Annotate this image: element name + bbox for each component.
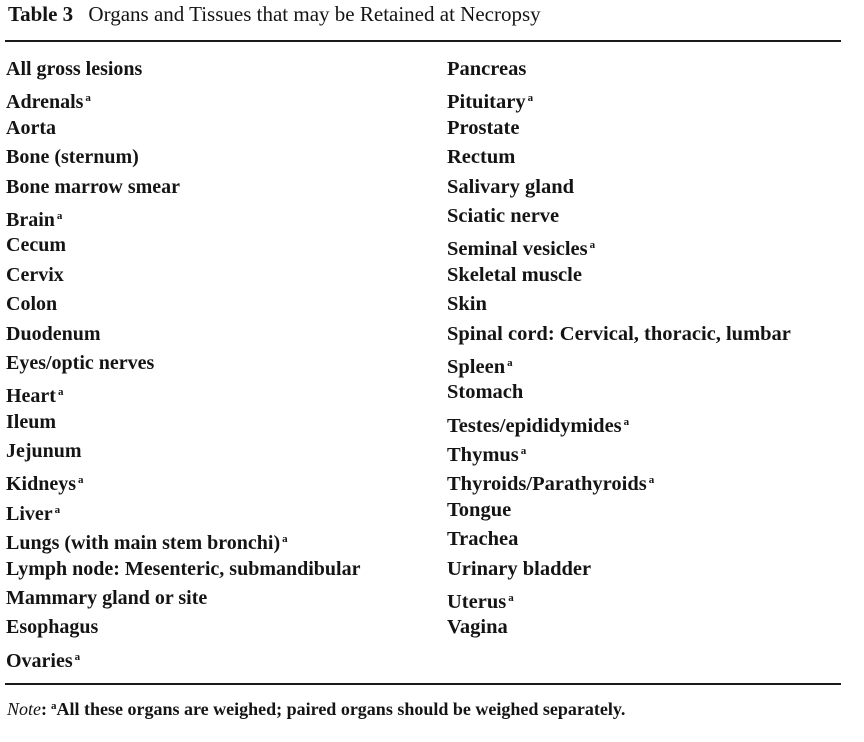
organ-list-item: [6, 261, 360, 290]
organ-name: Kidneys: [6, 473, 77, 496]
weighed-footnote-mark: a: [507, 356, 513, 369]
organ-list-item: [447, 525, 791, 554]
organ-list-item: [6, 202, 360, 231]
organ-name: Uterus: [447, 591, 507, 614]
organ-name: Skin: [447, 293, 487, 316]
organ-list-item: [447, 143, 791, 172]
organ-name: Rectum: [447, 146, 516, 169]
organ-name: Bone marrow smear: [6, 175, 181, 198]
organ-list-item: [447, 466, 791, 495]
organ-list-item: [6, 613, 360, 642]
organ-list-item: [447, 231, 791, 260]
weighed-footnote-mark: a: [648, 474, 655, 487]
organ-name: Ileum: [6, 410, 56, 433]
organ-list-item: [447, 378, 791, 407]
organ-list-item: [6, 349, 360, 378]
organ-name: Lymph node: Mesenteric, submandibular: [6, 557, 361, 580]
organ-list-item: [6, 55, 360, 84]
organ-list-item: [6, 584, 360, 613]
organ-name: Bone (sternum): [6, 146, 139, 169]
organ-list-item: [6, 408, 360, 437]
organ-list-item: [6, 437, 360, 466]
table-caption: [8, 2, 541, 27]
weighed-footnote-mark: a: [56, 209, 63, 222]
organ-name: Seminal vesicles: [447, 238, 588, 261]
organ-name: Colon: [6, 293, 58, 316]
organ-name: Stomach: [447, 381, 524, 404]
organ-name: Ovaries: [6, 649, 73, 672]
organ-name: Pancreas: [447, 58, 527, 80]
organ-list-item: [6, 555, 360, 584]
weighed-footnote-mark: a: [527, 92, 534, 105]
table-label: Table 3: [8, 2, 74, 26]
organ-list-item: [447, 437, 791, 466]
organ-name: Spinal cord: Cervical, thoracic, lumbar: [447, 322, 791, 345]
organ-list-item: [447, 584, 791, 613]
organ-list-item: [6, 320, 360, 349]
organ-list-item: [6, 466, 360, 495]
organ-list-item: [6, 173, 360, 202]
footnote-mark: a: [51, 700, 57, 712]
weighed-footnote-mark: a: [57, 386, 64, 399]
organ-list-item: [447, 496, 791, 525]
weighed-footnote-mark: a: [74, 650, 81, 663]
footnote-text: All these organs are weighed; paired organs should be weighed separately.: [56, 699, 626, 719]
organ-name: Mammary gland or site: [6, 587, 208, 610]
weighed-footnote-mark: a: [85, 92, 91, 105]
organ-name: Esophagus: [6, 616, 99, 639]
organ-name: Pituitary: [447, 91, 526, 114]
organ-list-item: [447, 173, 791, 202]
organ-name: Vagina: [447, 616, 508, 639]
organ-list-item: [6, 643, 360, 672]
organ-name: All gross lesions: [6, 58, 143, 80]
weighed-footnote-mark: a: [589, 239, 596, 252]
weighed-footnote-mark: a: [508, 592, 514, 605]
organ-list-item: [6, 114, 360, 143]
organ-list-item: [447, 84, 791, 113]
organ-list-item: [447, 261, 791, 290]
organ-name: Salivary gland: [447, 175, 575, 198]
organ-name: Brain: [6, 208, 55, 231]
organ-list-item: [447, 114, 791, 143]
organ-list-item: [447, 55, 791, 84]
organ-list-item: [6, 525, 360, 554]
organ-name: Tongue: [447, 498, 512, 521]
organ-name: Duodenum: [6, 322, 101, 345]
organ-name: Testes/epididymides: [447, 414, 622, 437]
organ-name: Liver: [6, 502, 53, 525]
weighed-footnote-mark: a: [282, 533, 288, 546]
organ-name: Aorta: [6, 116, 56, 139]
organ-list-item: [447, 555, 791, 584]
organ-name: Prostate: [447, 116, 520, 139]
organ-name: Eyes/optic nerves: [6, 351, 155, 374]
organ-list-item: [6, 290, 360, 319]
organ-name: Thyroids/Parathyroids: [447, 473, 647, 496]
top-rule: [5, 40, 841, 42]
organ-name: Adrenals: [6, 91, 84, 114]
organ-list-item: [447, 613, 791, 642]
organ-list-item: [6, 84, 360, 113]
organ-list-item: [6, 231, 360, 260]
organ-name: Skeletal muscle: [447, 263, 582, 286]
organ-name: Jejunum: [6, 440, 82, 463]
organ-name: Cecum: [6, 234, 66, 257]
organ-list-item: [6, 143, 360, 172]
organ-name: Spleen: [447, 355, 506, 378]
organ-list-item: [447, 408, 791, 437]
organ-name: Heart: [6, 385, 56, 408]
table-footnote: [7, 699, 625, 720]
organ-name: Sciatic nerve: [447, 204, 560, 227]
bottom-rule: [5, 683, 841, 685]
organ-list-item: [447, 290, 791, 319]
table-title: Organs and Tissues that may be Retained at Necropsy: [88, 2, 541, 26]
organ-name: Trachea: [447, 528, 519, 551]
organ-name: Urinary bladder: [447, 557, 592, 580]
organ-list-item: [447, 349, 791, 378]
footnote-label: Note: [7, 699, 41, 719]
organ-name: Thymus: [447, 444, 519, 467]
weighed-footnote-mark: a: [520, 445, 527, 458]
organ-name: Lungs (with main stem bronchi): [6, 532, 281, 555]
footnote-separator: :: [41, 699, 47, 719]
organ-name: Cervix: [6, 263, 64, 286]
organ-list-item: [447, 320, 791, 349]
weighed-footnote-mark: a: [78, 474, 84, 487]
left-column-list: [6, 55, 360, 672]
weighed-footnote-mark: a: [623, 415, 630, 428]
organ-list-item: [6, 496, 360, 525]
organ-list-item: [6, 378, 360, 407]
organ-list-item: [447, 202, 791, 231]
weighed-footnote-mark: a: [54, 503, 61, 516]
right-column-list: [447, 55, 791, 643]
